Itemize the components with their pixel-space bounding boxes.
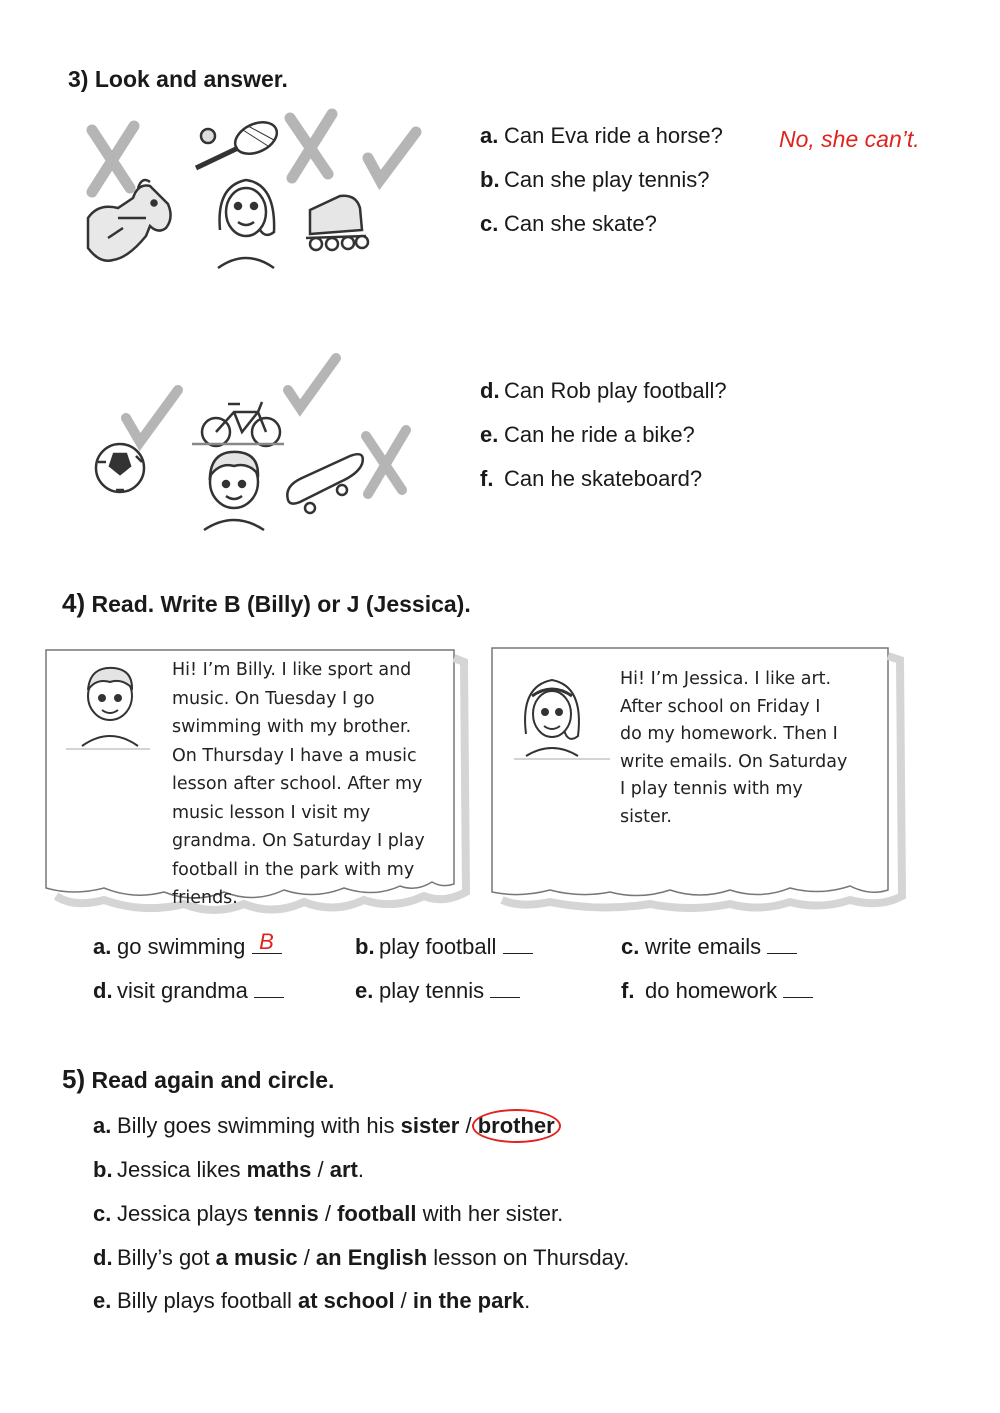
question-text: Can Rob play football? [504, 378, 727, 403]
option-1[interactable]: maths [246, 1157, 312, 1182]
question-a [480, 123, 723, 149]
item-pre: Jessica likes [117, 1157, 247, 1182]
item-text: go swimming [117, 934, 246, 959]
question-text: Can he ride a bike? [504, 422, 695, 447]
billy-line: Hi! I’m Billy. I like sport and [172, 660, 412, 680]
option-2[interactable]: football [337, 1201, 417, 1226]
item5-d [93, 1245, 629, 1271]
item-post: with her sister. [416, 1201, 564, 1226]
option-2[interactable]: an English [315, 1245, 428, 1270]
billy-line: music lesson I visit my [172, 802, 371, 823]
option-2[interactable]: art [329, 1157, 358, 1182]
item-post: . [357, 1157, 364, 1182]
billy-text [172, 656, 425, 913]
item-letter: e. [355, 978, 374, 1003]
question-c [480, 211, 657, 237]
answer-blank[interactable] [490, 979, 520, 998]
option-2-circled[interactable]: brother [477, 1113, 555, 1138]
option-separator: / [459, 1113, 478, 1138]
billy-portrait [66, 654, 150, 750]
rob-illustration [88, 350, 428, 535]
skateboard-icon [287, 454, 363, 513]
girl-face-icon [525, 680, 579, 756]
jessica-card [490, 646, 920, 916]
item-letter: a. [93, 1113, 112, 1138]
item-pre: Billy plays football [117, 1288, 298, 1313]
item-letter: c. [93, 1201, 112, 1226]
question-d [480, 378, 727, 404]
billy-card [44, 648, 474, 918]
option-1[interactable]: at school [297, 1288, 395, 1313]
item-letter: b. [93, 1157, 113, 1182]
jessica-text [620, 666, 847, 831]
section-title: Read. Write B (Billy) or J (Jessica). [91, 591, 471, 617]
question-letter: d. [480, 378, 500, 403]
question-text: Can she play tennis? [504, 167, 710, 192]
item-pre: Jessica plays [117, 1201, 254, 1226]
item5-b [93, 1157, 364, 1183]
option-separator: / [311, 1157, 330, 1182]
check-mark-icon [368, 132, 416, 180]
item-letter: f. [621, 978, 635, 1003]
jessica-line: write emails. On Saturday [620, 751, 848, 772]
item-letter: b. [355, 934, 375, 959]
jessica-line: Hi! I’m Jessica. I like art. [620, 669, 832, 689]
billy-line: swimming with my brother. [172, 717, 412, 737]
answer-blank[interactable] [252, 929, 282, 954]
item-text: write emails [645, 934, 762, 959]
roller-skate-icon [306, 196, 368, 250]
item5-e [93, 1288, 530, 1314]
billy-line: friends. [172, 888, 238, 908]
item-text: play football [379, 934, 497, 959]
section-number: 3) [68, 66, 89, 92]
question-letter: a. [480, 123, 499, 148]
girl-face-icon [218, 180, 274, 268]
answer-blank[interactable] [767, 935, 797, 954]
question-text: Can Eva ride a horse? [504, 123, 723, 148]
item-letter: c. [621, 934, 640, 959]
boy-face-icon [82, 668, 138, 746]
option-1[interactable]: tennis [253, 1201, 319, 1226]
billy-line: music. On Tuesday I go [172, 688, 375, 709]
option-separator: / [297, 1245, 316, 1270]
answer-blank[interactable] [503, 935, 533, 954]
answer-a: No, she can’t. [779, 126, 920, 152]
question-letter: c. [480, 211, 499, 236]
item-text: visit grandma [117, 978, 248, 1003]
question-text: Can he skateboard? [504, 466, 703, 491]
jessica-line: do my homework. Then I [620, 724, 838, 744]
item-letter: a. [93, 934, 112, 959]
boy-face-icon [204, 452, 264, 530]
answer-blank[interactable] [783, 979, 813, 998]
item4-f [621, 978, 813, 1004]
item4-d [93, 978, 284, 1004]
item4-a [93, 929, 282, 960]
item4-b [355, 934, 533, 960]
question-letter: f. [480, 466, 494, 491]
eva-illustration [78, 108, 438, 278]
section4-heading [62, 588, 471, 619]
item-pre: Billy goes swimming with his [117, 1113, 401, 1138]
section5-heading [62, 1064, 334, 1095]
option-separator: / [394, 1288, 413, 1313]
cross-mark-icon [290, 114, 332, 178]
cross-mark-icon [366, 430, 406, 494]
item4-e [355, 978, 520, 1004]
question-text: Can she skate? [504, 211, 657, 236]
answer-blank[interactable] [254, 979, 284, 998]
question-f [480, 466, 702, 492]
item-letter: d. [93, 1245, 113, 1270]
section-number: 4) [62, 588, 86, 618]
check-mark-icon [288, 358, 336, 408]
cross-mark-icon [92, 126, 134, 192]
item5-c [93, 1201, 563, 1227]
item-post: lesson on Thursday. [427, 1245, 630, 1270]
item5-a [93, 1113, 555, 1139]
football-icon [96, 444, 144, 492]
section3-heading [68, 66, 288, 93]
billy-line: On Thursday I have a music [172, 745, 417, 766]
check-mark-icon [126, 390, 178, 442]
question-letter: e. [480, 422, 499, 447]
question-letter: b. [480, 167, 500, 192]
billy-line: football in the park with my [172, 859, 415, 880]
section-title: Look and answer. [94, 66, 288, 92]
tennis-racket-icon [196, 116, 282, 168]
item-text: do homework [645, 978, 778, 1003]
option-1[interactable]: a music [215, 1245, 298, 1270]
option-separator: / [318, 1201, 338, 1226]
option-2[interactable]: in the park [412, 1288, 525, 1313]
billy-line: lesson after school. After my [172, 774, 423, 794]
jessica-line: I play tennis with my [620, 779, 803, 799]
item-letter: d. [93, 978, 113, 1003]
item4-c [621, 934, 797, 960]
item-post: . [524, 1288, 531, 1313]
jessica-line: After school on Friday I [620, 696, 821, 717]
item-pre: Billy’s got [117, 1245, 216, 1270]
question-e [480, 422, 695, 448]
question-b [480, 167, 709, 193]
jessica-line: sister. [620, 806, 672, 827]
section-title: Read again and circle. [91, 1067, 335, 1093]
answer-fill: B [259, 929, 274, 954]
item-letter: e. [93, 1288, 112, 1313]
section-number: 5) [62, 1064, 86, 1094]
bike-icon [192, 402, 284, 446]
jessica-portrait [514, 664, 590, 760]
option-1[interactable]: sister [400, 1113, 460, 1138]
billy-line: grandma. On Saturday I play [172, 831, 425, 851]
item-text: play tennis [379, 978, 485, 1003]
